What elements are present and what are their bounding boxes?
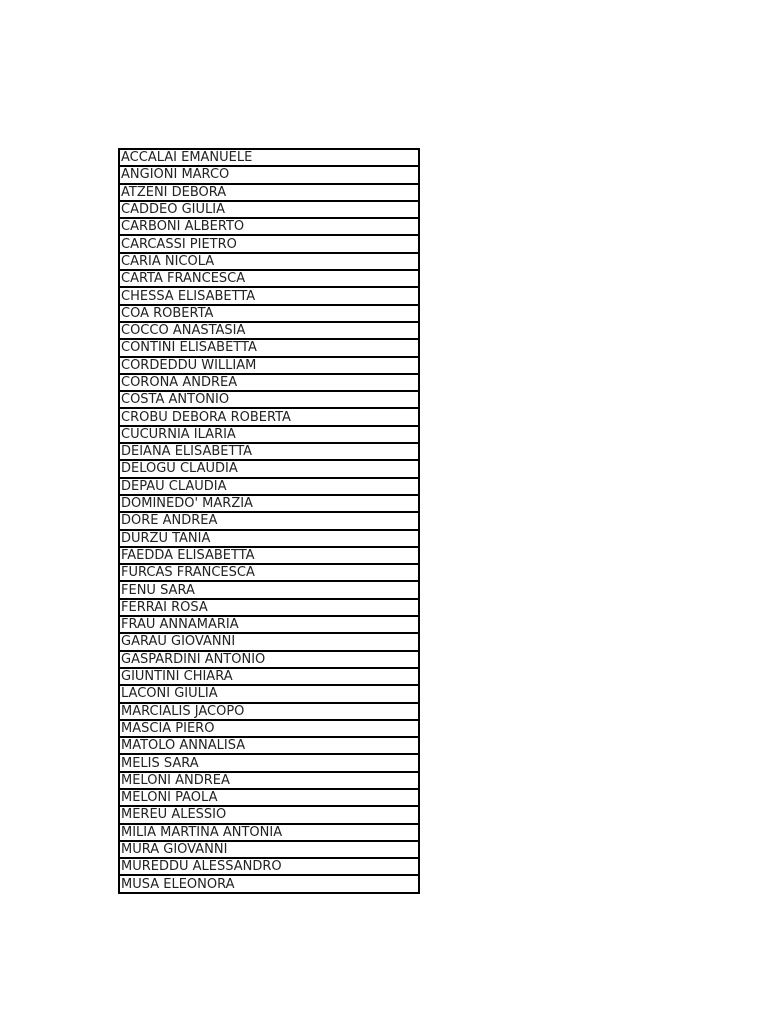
- table-row: [119, 478, 419, 495]
- table-row: [119, 218, 419, 235]
- name-cell: FAEDDA ELISABETTA: [119, 547, 419, 564]
- name-cell: FRAU ANNAMARIA: [119, 616, 419, 633]
- name-cell: DORE ANDREA: [119, 512, 419, 529]
- table-row: [119, 789, 419, 806]
- name-cell: CARIA NICOLA: [119, 253, 419, 270]
- name-cell: CHESSA ELISABETTA: [119, 287, 419, 304]
- table-row: [119, 564, 419, 581]
- table-row: [119, 166, 419, 183]
- name-cell: CORONA ANDREA: [119, 374, 419, 391]
- name-cell: MELONI PAOLA: [119, 789, 419, 806]
- name-cell: MATOLO ANNALISA: [119, 737, 419, 754]
- table-row: [119, 270, 419, 287]
- table-row: [119, 184, 419, 201]
- table-row: [119, 633, 419, 650]
- name-cell: GIUNTINI CHIARA: [119, 668, 419, 685]
- name-cell: MASCIA PIERO: [119, 720, 419, 737]
- table-row: [119, 875, 419, 892]
- name-cell: MILIA MARTINA ANTONIA: [119, 824, 419, 841]
- name-cell: DOMINEDO' MARZIA: [119, 495, 419, 512]
- table-row: [119, 201, 419, 218]
- table-row: [119, 685, 419, 702]
- table-row: [119, 547, 419, 564]
- name-cell: DELOGU CLAUDIA: [119, 460, 419, 477]
- table-row: [119, 149, 419, 166]
- table-row: [119, 357, 419, 374]
- table-row: [119, 495, 419, 512]
- table-row: [119, 737, 419, 754]
- table-row: [119, 322, 419, 339]
- table-row: [119, 824, 419, 841]
- name-list-body: [119, 149, 419, 893]
- table-row: [119, 287, 419, 304]
- table-row: [119, 581, 419, 598]
- name-cell: MUREDDU ALESSANDRO: [119, 858, 419, 875]
- table-row: [119, 703, 419, 720]
- table-row: [119, 651, 419, 668]
- name-cell: FENU SARA: [119, 581, 419, 598]
- name-cell: CARCASSI PIETRO: [119, 235, 419, 252]
- name-cell: CROBU DEBORA ROBERTA: [119, 408, 419, 425]
- name-cell: MEREU ALESSIO: [119, 806, 419, 823]
- table-row: [119, 720, 419, 737]
- table-row: [119, 305, 419, 322]
- name-cell: CONTINI ELISABETTA: [119, 339, 419, 356]
- name-cell: COA ROBERTA: [119, 305, 419, 322]
- name-cell: CUCURNIA ILARIA: [119, 426, 419, 443]
- name-cell: FERRAI ROSA: [119, 599, 419, 616]
- table-row: [119, 858, 419, 875]
- name-cell: COCCO ANASTASIA: [119, 322, 419, 339]
- name-cell: MARCIALIS JACOPO: [119, 703, 419, 720]
- table-row: [119, 235, 419, 252]
- table-row: [119, 512, 419, 529]
- table-row: [119, 374, 419, 391]
- name-cell: COSTA ANTONIO: [119, 391, 419, 408]
- name-cell: MELONI ANDREA: [119, 772, 419, 789]
- name-cell: MUSA ELEONORA: [119, 875, 419, 892]
- table-row: [119, 460, 419, 477]
- name-cell: GARAU GIOVANNI: [119, 633, 419, 650]
- name-cell: DEIANA ELISABETTA: [119, 443, 419, 460]
- table-row: [119, 339, 419, 356]
- name-cell: ATZENI DEBORA: [119, 184, 419, 201]
- name-cell: ACCALAI EMANUELE: [119, 149, 419, 166]
- name-cell: FURCAS FRANCESCA: [119, 564, 419, 581]
- table-row: [119, 443, 419, 460]
- table-row: [119, 253, 419, 270]
- name-cell: GASPARDINI ANTONIO: [119, 651, 419, 668]
- table-row: [119, 772, 419, 789]
- table-row: [119, 408, 419, 425]
- name-cell: CARBONI ALBERTO: [119, 218, 419, 235]
- table-row: [119, 668, 419, 685]
- table-row: [119, 841, 419, 858]
- name-cell: ANGIONI MARCO: [119, 166, 419, 183]
- name-cell: MURA GIOVANNI: [119, 841, 419, 858]
- name-cell: LACONI GIULIA: [119, 685, 419, 702]
- table-row: [119, 391, 419, 408]
- name-cell: CARTA FRANCESCA: [119, 270, 419, 287]
- table-row: [119, 530, 419, 547]
- table-row: [119, 616, 419, 633]
- name-cell: DURZU TANIA: [119, 530, 419, 547]
- name-cell: MELIS SARA: [119, 754, 419, 771]
- table-row: [119, 806, 419, 823]
- table-row: [119, 599, 419, 616]
- name-cell: CORDEDDU WILLIAM: [119, 357, 419, 374]
- table-row: [119, 754, 419, 771]
- table-row: [119, 426, 419, 443]
- name-cell: DEPAU CLAUDIA: [119, 478, 419, 495]
- name-cell: CADDEO GIULIA: [119, 201, 419, 218]
- name-list-table: [118, 148, 420, 894]
